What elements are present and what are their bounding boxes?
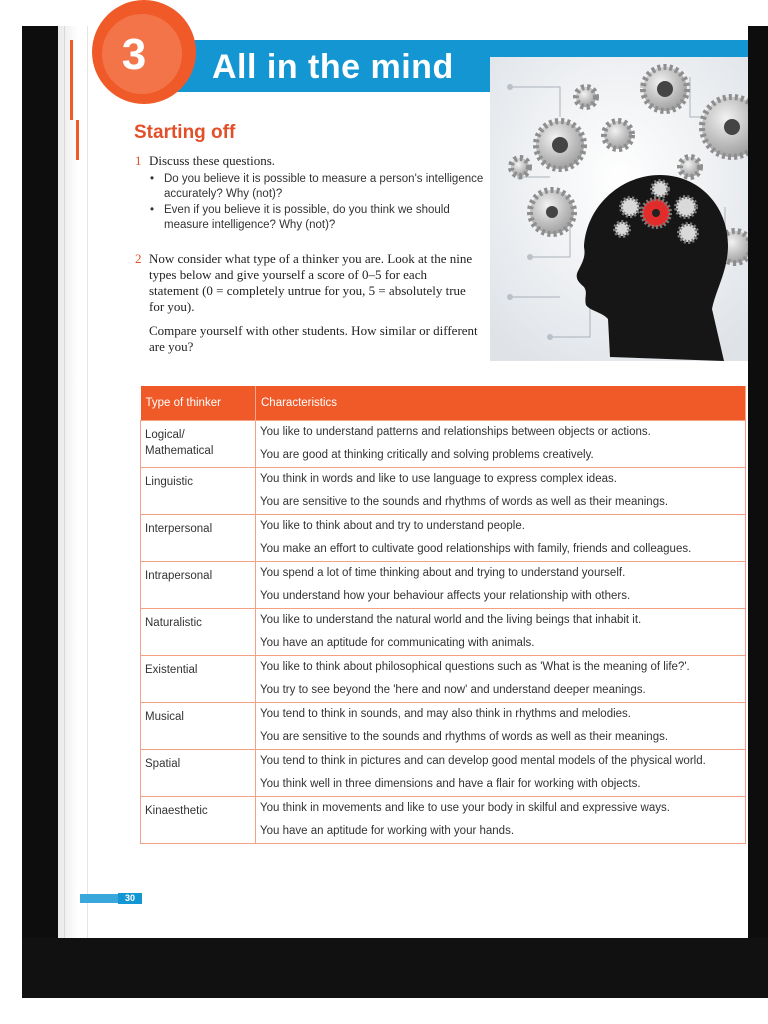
thinker-type: Intrapersonal — [141, 562, 256, 609]
bullet-item: • Even if you believe it is possible, do you think we should measure intelligence? Why (not)? — [148, 203, 488, 233]
scan-margin — [0, 0, 22, 1024]
thinker-type: Interpersonal — [141, 515, 256, 562]
table-row — [141, 703, 746, 750]
characteristics-cell — [256, 656, 746, 703]
question-prompt: Discuss these questions. — [149, 153, 276, 168]
characteristic-line: You understand how your behaviour affects your relationship with others. — [260, 590, 631, 602]
characteristic-line: You think well in three dimensions and have a flair for working with objects. — [260, 778, 641, 790]
thinker-type: Existential — [141, 656, 256, 703]
characteristic-line: You have an aptitude for working with your hands. — [260, 825, 515, 837]
page-edges — [64, 26, 88, 938]
question-number: 1 — [135, 153, 142, 168]
page-edge-marker — [70, 40, 73, 120]
characteristic-line: You make an effort to cultivate good relationships with family, friends and colleagues. — [260, 543, 692, 555]
characteristic-line: You are good at thinking critically and solving problems creatively. — [260, 449, 594, 461]
thinker-type: Musical — [141, 703, 256, 750]
characteristic-line: You have an aptitude for communicating with animals. — [260, 637, 535, 649]
thinker-type: Spatial — [141, 750, 256, 797]
characteristic-line: You think in words and like to use language to express complex ideas. — [260, 473, 617, 485]
head-with-gears-icon — [490, 57, 748, 361]
question-bullets — [148, 172, 488, 234]
characteristic-line: You are sensitive to the sounds and rhythms of words as well as their meanings. — [260, 731, 669, 743]
chapter-title: All in the mind — [212, 48, 454, 86]
characteristic-line: You like to understand the natural world and the living beings that inhabit it. — [260, 614, 642, 626]
page-edge-marker — [76, 120, 79, 160]
table-row — [141, 797, 746, 844]
characteristic-line: You are sensitive to the sounds and rhythms of words as well as their meanings. — [260, 496, 669, 508]
table-header-row — [141, 386, 746, 421]
table-row — [141, 468, 746, 515]
characteristic-line: You think in movements and like to use your body in skilful and expressive ways. — [260, 802, 670, 814]
characteristic-line: You try to see beyond the 'here and now' and understand deeper meanings. — [260, 684, 646, 696]
thinker-type: Kinaesthetic — [141, 797, 256, 844]
characteristics-cell — [256, 515, 746, 562]
characteristics-cell — [256, 421, 746, 468]
characteristic-line: You like to think about and try to understand people. — [260, 520, 525, 532]
question-number: 2 — [135, 251, 142, 266]
characteristics-cell — [256, 609, 746, 656]
characteristic-line: You tend to think in sounds, and may also think in rhythms and melodies. — [260, 708, 631, 720]
table-row — [141, 750, 746, 797]
characteristic-line: You like to understand patterns and relationships between objects or actions. — [260, 426, 651, 438]
page-number-tab — [80, 894, 118, 903]
table-row — [141, 609, 746, 656]
table-row — [141, 421, 746, 468]
thinker-types-table — [140, 386, 746, 844]
characteristics-cell — [256, 750, 746, 797]
characteristics-cell — [256, 703, 746, 750]
characteristics-cell — [256, 562, 746, 609]
chapter-number: 3 — [121, 30, 147, 79]
thinker-type: Linguistic — [141, 468, 256, 515]
bullet-item: • Do you believe it is possible to measure a person's intelligence accurately? Why (not)? — [148, 172, 488, 202]
scan-bottom-shadow — [22, 938, 768, 998]
characteristic-line: You like to think about philosophical questions such as 'What is the meaning of life?'. — [260, 661, 690, 673]
characteristic-line: You tend to think in pictures and can develop good mental models of the physical world. — [260, 755, 706, 767]
question-prompt: Now consider what type of a thinker you are. Look at the nine types below and give yourself a score of 0–5 for each statement (0 = completely untrue for you, 5 = absolutely true for you). — [149, 251, 473, 314]
section-heading: Starting off — [134, 122, 236, 143]
column-header-characteristics: Characteristics — [256, 386, 746, 421]
thinker-type: Naturalistic — [141, 609, 256, 656]
column-header-type: Type of thinker — [141, 386, 256, 421]
thinker-type: Logical/ Mathematical — [141, 421, 256, 468]
table-row — [141, 562, 746, 609]
characteristic-line: You spend a lot of time thinking about and trying to understand yourself. — [260, 567, 626, 579]
characteristics-cell — [256, 468, 746, 515]
characteristics-cell — [256, 797, 746, 844]
table-row — [141, 656, 746, 703]
table-row — [141, 515, 746, 562]
question-followup: Compare yourself with other students. How similar or different are you? — [149, 323, 478, 354]
page-number: 30 — [118, 893, 142, 904]
